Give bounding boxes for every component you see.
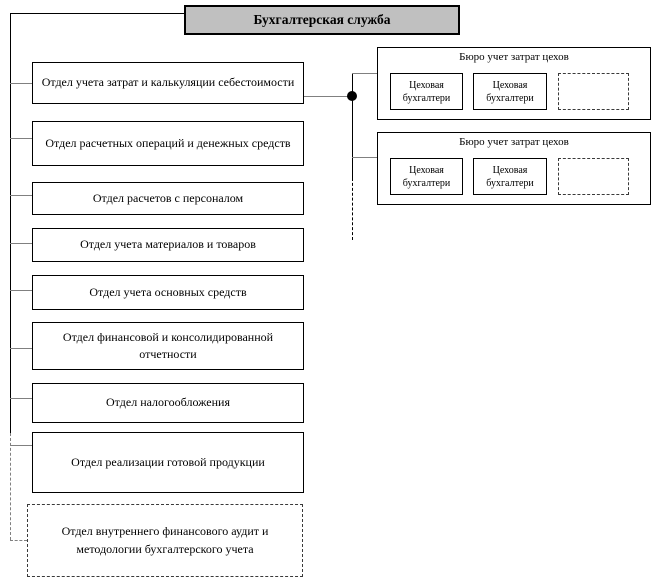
department-box-financial-reporting: Отдел финансовой и консолидированной отчетности: [32, 322, 304, 370]
unit-box-shop-accounting: Цеховая бухгалтери: [473, 158, 547, 195]
root-box-accounting-service: Бухгалтерская служба: [184, 5, 460, 35]
left-spine-line: [10, 13, 11, 433]
unit-box-placeholder-dashed: [558, 73, 629, 110]
left-spine-dashed-line: [10, 433, 11, 540]
unit-box-placeholder-dashed: [558, 158, 629, 195]
connector-dept-6: [10, 348, 32, 349]
connector-dept-7: [10, 398, 32, 399]
connector-dept-3: [10, 195, 32, 196]
bureau-box-1: [377, 47, 651, 120]
unit-box-shop-accounting: Цеховая бухгалтери: [390, 158, 463, 195]
bureau-title: Бюро учет затрат цехов: [459, 51, 569, 63]
right-spine-line: [352, 73, 353, 178]
right-spine-dashed-line: [352, 178, 353, 240]
department-box-settlement-operations: Отдел расчетных операций и денежных средств: [32, 121, 304, 166]
connector-bureau-1: [352, 73, 377, 74]
connector-dept-4: [10, 243, 32, 244]
unit-box-shop-accounting: Цеховая бухгалтери: [390, 73, 463, 110]
department-box-personnel-settlements: Отдел расчетов с персоналом: [32, 182, 304, 215]
connector-root-to-spine: [10, 13, 184, 14]
department-box-fixed-assets: Отдел учета основных средств: [32, 275, 304, 310]
connector-dept-8: [10, 445, 32, 446]
bureau-title: Бюро учет затрат цехов: [459, 136, 569, 148]
connector-dept-5: [10, 290, 32, 291]
unit-box-shop-accounting: Цеховая бухгалтери: [473, 73, 547, 110]
bureau-box-2: [377, 132, 651, 205]
connector-dept-9-dashed: [10, 540, 27, 541]
connector-dept-2: [10, 138, 32, 139]
department-box-taxation: Отдел налогообложения: [32, 383, 304, 423]
connector-bureau-2: [352, 157, 377, 158]
connector-dept1-to-junction: [304, 96, 352, 97]
department-box-internal-audit: Отдел внутреннего финансового аудит и методологии бухгалтерского учета: [27, 504, 303, 577]
connector-dept-1: [10, 83, 32, 84]
department-box-finished-goods-sales: Отдел реализации готовой продукции: [32, 432, 304, 493]
department-box-materials-goods: Отдел учета материалов и товаров: [32, 228, 304, 262]
department-box-cost-accounting: Отдел учета затрат и калькуляции себестоимости: [32, 62, 304, 104]
